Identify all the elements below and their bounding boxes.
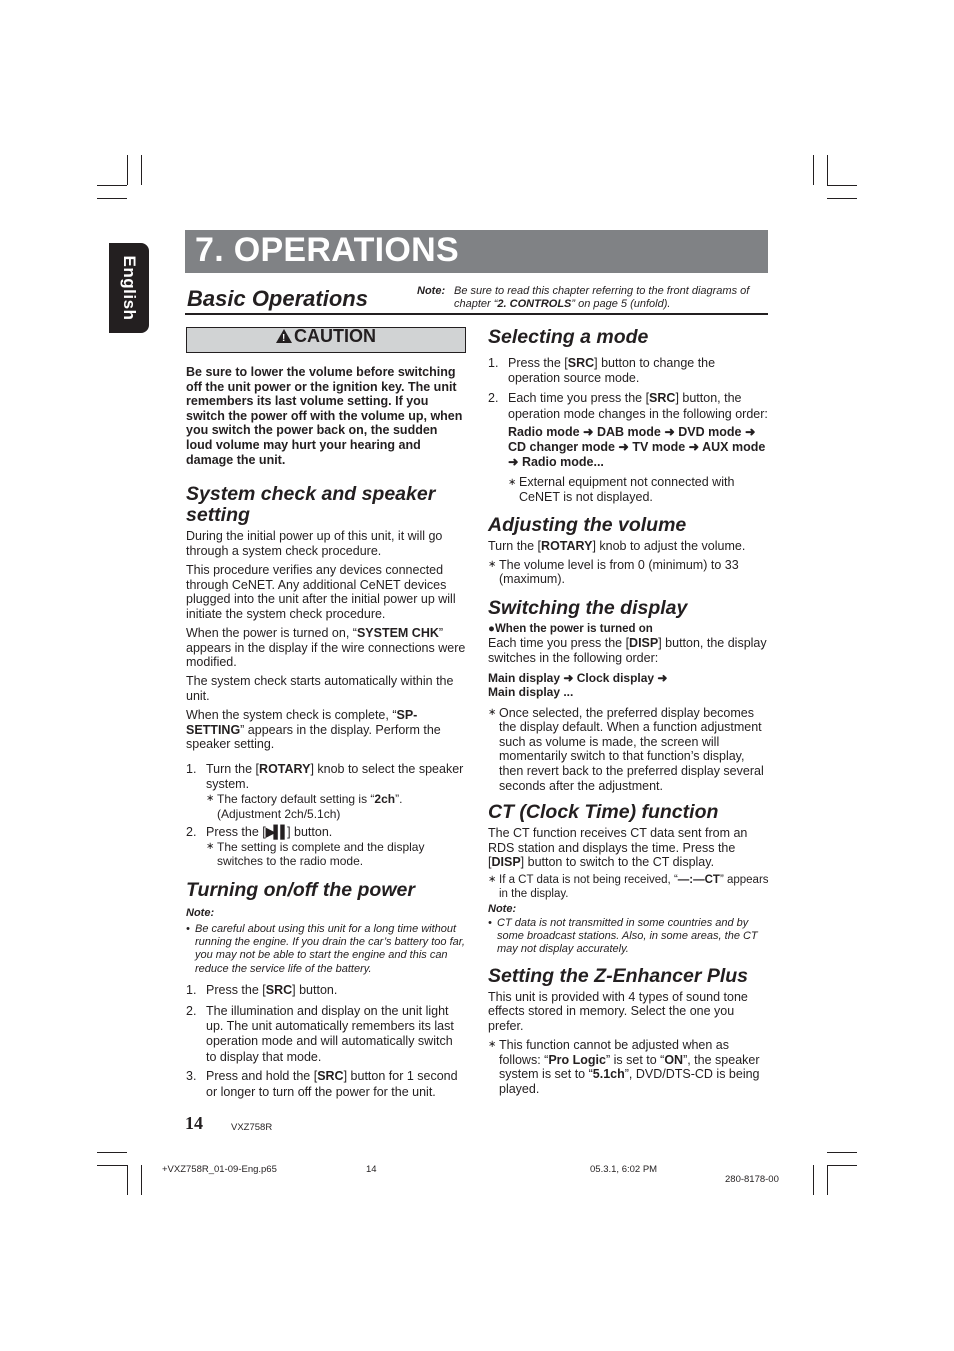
crop-mark <box>141 1165 142 1195</box>
crop-mark <box>97 1152 127 1153</box>
caution-label: CAUTION <box>294 326 376 346</box>
crop-mark <box>127 155 128 185</box>
display-sequence: Main display ➜ Clock display ➜ Main display ... <box>488 670 668 700</box>
footer-code: 280-8178-00 <box>725 1174 779 1185</box>
footer-date: 05.3.1, 6:02 PM <box>590 1164 658 1175</box>
zenhancer-heading: Setting the Z-Enhancer Plus <box>488 964 749 987</box>
mode-heading: Selecting a mode <box>488 326 649 348</box>
mode-sequence: Radio mode ➜ DAB mode ➜ DVD mode ➜ CD changer mode ➜ TV mode ➜ AUX mode ➜ Radio mode... <box>508 425 766 469</box>
model-label: VXZ758R <box>231 1122 273 1133</box>
right-column <box>488 327 769 1100</box>
volume-heading: Adjusting the volume <box>488 513 687 536</box>
paragraph: The system check starts automatically within the unit. <box>186 674 454 703</box>
step-item: 2. The illumination and display on the unit light up. The unit automatically remembers its last operation mode and will automatically switch to display that mode. <box>186 1003 454 1064</box>
paragraph: During the initial power up of this unit, it will go through a system check procedure. <box>186 529 443 558</box>
paragraph: This unit is provided with 4 types of sound tone effects stored in memory. Select the one you prefer. <box>488 989 748 1033</box>
section-heading: Basic Operations <box>187 286 368 311</box>
crop-mark <box>827 185 857 186</box>
footer-file: +VXZ758R_01-09-Eng.p65 <box>162 1164 277 1175</box>
crop-mark <box>97 1165 127 1166</box>
note-text: • Be careful about using this unit for a long time without running the engine. If you drain the car’s battery too far, you may not be able to start the engine and this can reduce the service life of the battery. <box>186 922 465 975</box>
display-heading: Switching the display <box>488 596 688 619</box>
asterisk-note: ∗ Once selected, the preferred display becomes the display default. When a function adjustment such as volume is made, the screen will momentarily switch to that function’s display, then revert back to the preferred display several seconds after the adjustment. <box>488 705 764 793</box>
note-label: Note: <box>186 907 215 920</box>
caution-text: Be sure to lower the volume before switching off the unit power or the ignition key. The unit remembers its last volume setting. If you switch the power off with the volume up, when you switch the power back on, the sudden loud volume may hurt your hearing and damage the unit. <box>186 365 463 467</box>
crop-mark <box>813 155 814 185</box>
language-tab-label: English <box>120 255 139 321</box>
left-column <box>186 327 466 1105</box>
chapter-title: 7. OPERATIONS <box>195 231 459 269</box>
page-number: 14 <box>185 1113 203 1133</box>
caution-box <box>186 327 466 353</box>
step-item: 3. Press and hold the [SRC] button for 1 second or longer to turn off the power for the unit. <box>186 1069 458 1099</box>
paragraph: The CT function receives CT data sent from an RDS station and displays the time. Press the [DISP] button to switch to the CT display. <box>488 826 748 870</box>
top-note-label: Note: <box>417 285 446 297</box>
language-tab <box>109 243 149 333</box>
ct-heading: CT (Clock Time) function <box>488 801 719 824</box>
bullet-icon: ● <box>488 622 495 635</box>
crop-mark <box>827 198 857 199</box>
crop-mark <box>827 1165 857 1166</box>
top-note-text: Be sure to read this chapter referring to the front diagrams of chapter “2. CONTROLS” on page 5 (unfold). <box>454 285 750 310</box>
asterisk-note: ∗ This function cannot be adjusted when as follows: “Pro Logic” is set to “ON”, the speaker system is set to “5.1ch”, DVD/DTS-CD is being played. <box>488 1038 760 1096</box>
chapter-title-bar <box>185 230 768 273</box>
crop-mark <box>141 155 142 185</box>
asterisk-note: ∗ If a CT data is not being received, “—:—CT” appears in the display. <box>488 874 769 901</box>
crop-mark <box>127 1165 128 1195</box>
asterisk-note: ∗ The volume level is from 0 (minimum) to 33 (maximum). <box>488 557 739 587</box>
crop-mark <box>97 185 127 186</box>
crop-mark <box>813 1165 814 1195</box>
asterisk-note: ∗ The factory default setting is “2ch”. (Adjustment 2ch/5.1ch) <box>206 792 403 821</box>
note-text: • CT data is not transmitted in some countries and by some broadcast stations. Also, in some areas, the CT may not display accurately. <box>488 916 758 956</box>
power-heading: Turning on/off the power <box>186 879 415 902</box>
paragraph: When the power is turned on, “SYSTEM CHK” appears in the display if the wire connections were modified. <box>186 625 466 670</box>
system-check-heading: System check and speaker setting <box>186 483 436 527</box>
paragraph: Each time you press the [DISP] button, the display switches in the following order: <box>488 636 767 665</box>
paragraph: When the system check is complete, “SP-SETTING” appears in the display. Perform the speaker setting. <box>186 708 441 752</box>
paragraph: This procedure verifies any devices connected through CeNET. Any additional CeNET devices plugged into the unit after the initial power up will initiate the system check procedure. <box>186 562 456 621</box>
footer-page: 14 <box>366 1164 377 1175</box>
step-item: 2. Each time you press the [SRC] button, the operation mode changes in the following order: Radio mode ➜ DAB mode ➜ DVD mode ➜ CD changer mode ➜ TV mode ➜ AUX mode ➜ Radio mode... ∗ External equipment not connected with CeNET is not displayed. <box>488 391 768 505</box>
note-label: Note: <box>488 903 517 916</box>
heading-rule <box>185 313 768 315</box>
crop-mark <box>827 155 828 185</box>
warning-triangle-icon: ! <box>276 329 292 343</box>
step-item: 1. Press the [SRC] button to change the operation source mode. <box>488 356 716 385</box>
crop-mark <box>827 1152 857 1153</box>
top-note <box>417 285 769 311</box>
display-condition: ●When the power is turned on <box>488 622 653 635</box>
crop-mark <box>827 1165 828 1195</box>
step-item: 1. Press the [SRC] button. <box>186 982 338 997</box>
step-item: 2. Press the [▶▌▌] button. ∗ The setting is complete and the display switches to the radio mode. <box>186 825 466 868</box>
paragraph: Turn the [ROTARY] knob to adjust the volume. <box>488 538 746 553</box>
asterisk-note: ∗ External equipment not connected with CeNET is not displayed. <box>508 474 735 505</box>
asterisk-note: ∗ The setting is complete and the display switches to the radio mode. <box>206 840 425 869</box>
crop-mark <box>97 198 127 199</box>
step-item: 1. Turn the [ROTARY] knob to select the speaker system. ∗ The factory default setting is “2ch”. (Adjustment 2ch/5.1ch) <box>186 762 466 821</box>
